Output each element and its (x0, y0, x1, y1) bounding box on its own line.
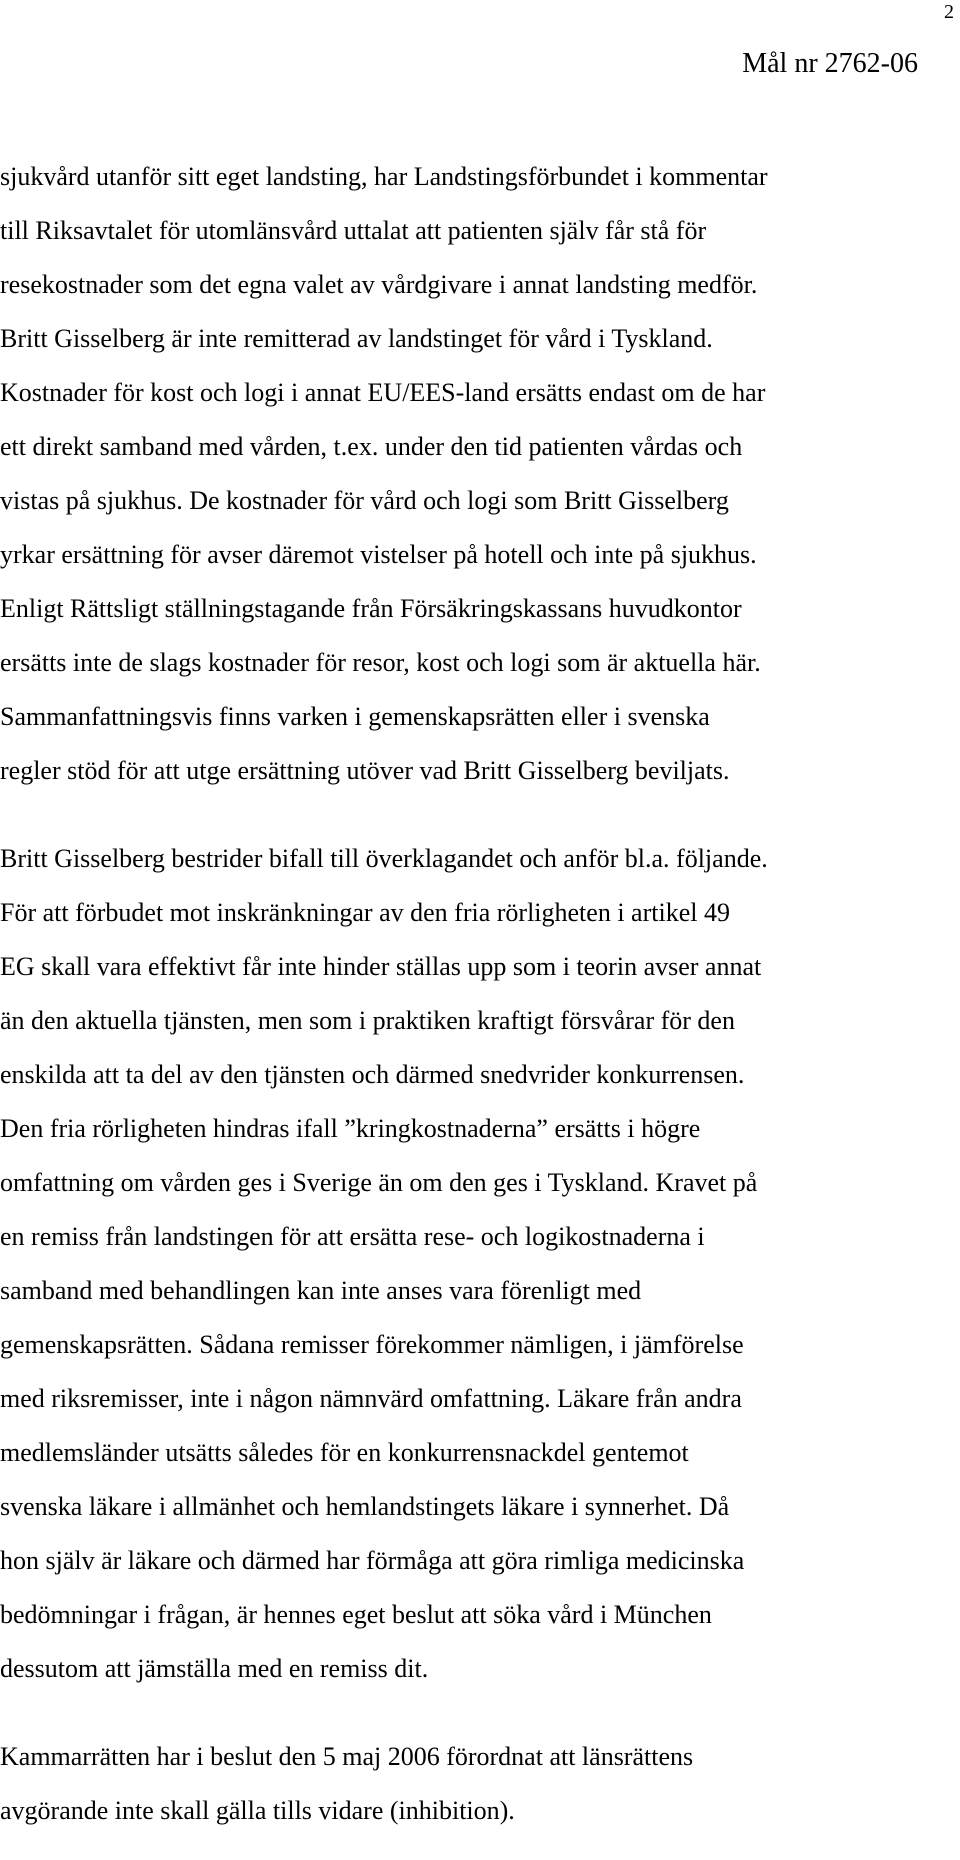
text-line: till Riksavtalet för utomlänsvård uttalat att patienten själv får stå för (0, 216, 707, 245)
text-line: Sammanfattningsvis finns varken i gemenskapsrätten eller i svenska (0, 702, 710, 731)
text-line: bedömningar i frågan, är hennes eget beslut att söka vård i München (0, 1600, 712, 1629)
text-line: än den aktuella tjänsten, men som i praktiken kraftigt försvårar för den (0, 1006, 735, 1035)
page-number: 2 (944, 1, 954, 23)
text-line: Britt Gisselberg bestrider bifall till överklagandet och anför bl.a. följande. (0, 844, 768, 873)
text-line: regler stöd för att utge ersättning utöver vad Britt Gisselberg beviljats. (0, 756, 730, 785)
text-line: med riksremisser, inte i någon nämnvärd omfattning. Läkare från andra (0, 1384, 742, 1413)
text-line: svenska läkare i allmänhet och hemlandstingets läkare i synnerhet. Då (0, 1492, 730, 1521)
text-line: avgörande inte skall gälla tills vidare (inhibition). (0, 1796, 515, 1825)
text-line: Enligt Rättsligt ställningstagande från Försäkringskassans huvudkontor (0, 594, 742, 623)
paragraph-court-decision (0, 1730, 925, 1838)
text-line: omfattning om vården ges i Sverige än om den ges i Tyskland. Kravet på (0, 1168, 758, 1197)
text-line: ersätts inte de slags kostnader för resor, kost och logi som är aktuella här. (0, 648, 761, 677)
case-number: Mål nr 2762-06 (742, 48, 918, 79)
text-line: För att förbudet mot inskränkningar av den fria rörligheten i artikel 49 (0, 898, 730, 927)
text-line: Britt Gisselberg är inte remitterad av landstinget för vård i Tyskland. (0, 324, 713, 353)
text-line: yrkar ersättning för avser däremot vistelser på hotell och inte på sjukhus. (0, 540, 757, 569)
text-line: Kammarrätten har i beslut den 5 maj 2006 förordnat att länsrättens (0, 1742, 694, 1771)
text-line: hon själv är läkare och därmed har förmåga att göra rimliga medicinska (0, 1546, 745, 1575)
text-line: enskilda att ta del av den tjänsten och därmed snedvrider konkurrensen. (0, 1060, 745, 1089)
text-line: Den fria rörligheten hindras ifall ”kringkostnaderna” ersätts i högre (0, 1114, 701, 1143)
text-line: sjukvård utanför sitt eget landsting, har Landstingsförbundet i kommentar (0, 162, 768, 191)
document-body (0, 150, 925, 1838)
text-line: Kostnader för kost och logi i annat EU/EES-land ersätts endast om de har (0, 378, 766, 407)
text-line: samband med behandlingen kan inte anses vara förenligt med (0, 1276, 642, 1305)
paragraph-respondent-position (0, 832, 925, 1696)
text-line: en remiss från landstingen för att ersätta rese- och logikostnaderna i (0, 1222, 705, 1251)
paragraph-agency-position (0, 150, 925, 798)
text-line: gemenskapsrätten. Sådana remisser förekommer nämligen, i jämförelse (0, 1330, 744, 1359)
text-line: ett direkt samband med vården, t.ex. under den tid patienten vårdas och (0, 432, 743, 461)
text-line: vistas på sjukhus. De kostnader för vård och logi som Britt Gisselberg (0, 486, 729, 515)
text-line: resekostnader som det egna valet av vårdgivare i annat landsting medför. (0, 270, 758, 299)
text-line: medlemsländer utsätts således för en konkurrensnackdel gentemot (0, 1438, 689, 1467)
text-line: EG skall vara effektivt får inte hinder ställas upp som i teorin avser annat (0, 952, 762, 981)
text-line: dessutom att jämställa med en remiss dit. (0, 1654, 429, 1683)
